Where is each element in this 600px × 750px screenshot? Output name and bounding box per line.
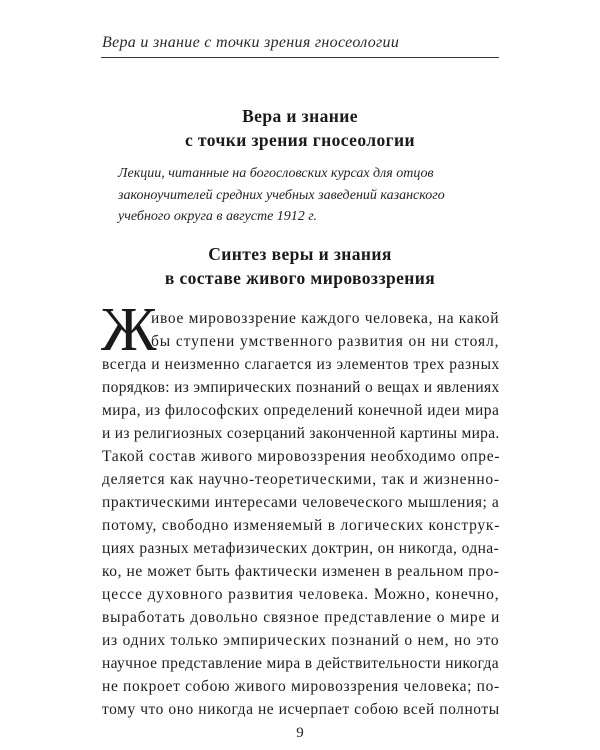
epigraph-line-3: учебного округа в августе 1912 г.	[118, 209, 318, 224]
body-line-6: и из религиозных созерцаний законченной картины мира.	[102, 425, 500, 442]
running-header: Вера и знание с точки зрения гносеологии	[102, 34, 400, 51]
body-line-16: научное представление мира в действительности никогда	[102, 655, 499, 672]
body-line-17: не покроет собою живого мировоззрения человека; по-	[102, 678, 500, 695]
body-line-3: всегда и неизменно слагается из элементов трех разных	[102, 356, 500, 373]
title-line-1: Вера и знание	[242, 106, 358, 126]
body-line-5: мира, из философских определений конечной идеи мира	[102, 402, 500, 419]
body-line-12: ко, не может быть фактически изменен в реальном про-	[102, 563, 500, 580]
body-line-1: ивое мировоззрение каждого человека, на какой	[151, 310, 500, 327]
section-title-line-2: в составе живого мировоззрения	[164, 268, 436, 288]
body-line-13: цессе духовного развития человека. Можно, конечно,	[102, 586, 500, 603]
body-line-7: Такой состав живого мировоззрения необходимо опре-	[102, 448, 501, 465]
epigraph-line-1: Лекции, читанные на богословских курсах для отцов	[118, 166, 434, 181]
section-title-line-1: Синтез веры и знания	[208, 244, 392, 264]
body-line-18: тому что оно никогда не исчерпает собою всей полноты	[102, 701, 500, 718]
body-line-8: деляется как научно-теоретическими, так и жизненно-	[102, 471, 500, 488]
body-line-10: потому, свободно изменяемый в логических конструк-	[102, 517, 501, 534]
drop-cap: Ж	[101, 296, 157, 364]
body-line-11: циях разных метафизических доктрин, он никогда, одна-	[102, 540, 500, 557]
body-line-2: бы ступени умственного развития он ни стоял,	[151, 333, 500, 350]
epigraph-line-2: законоучителей средних учебных заведений казанского	[118, 188, 445, 203]
page-number: 9	[296, 725, 304, 741]
body-line-14: выработать довольно связное представление о мире и	[102, 609, 501, 626]
body-line-15: из одних только эмпирических познаний о нем, но это	[102, 632, 500, 649]
title-line-2: с точки зрения гносеологии	[185, 130, 415, 150]
header-rule	[101, 57, 499, 58]
body-line-4: порядков: из эмпирических познаний о вещах и явлениях	[102, 379, 500, 396]
body-line-9: практическими интересами человеческого мышления; а	[102, 494, 500, 511]
